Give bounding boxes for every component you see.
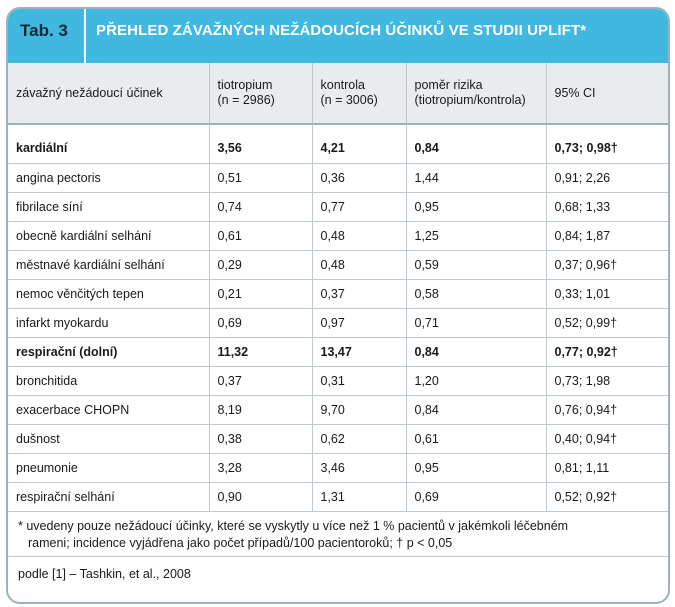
table-row [8,164,668,193]
cell-risk-ratio: 0,84 [406,124,546,164]
cell-kontrola: 0,62 [312,425,406,454]
cell-ci: 0,84; 1,87 [546,222,668,251]
cell-risk-ratio: 0,84 [406,338,546,367]
cell-tiotropium: 0,51 [209,164,312,193]
table-card [6,7,670,604]
cell-tiotropium: 0,21 [209,280,312,309]
cell-kontrola: 0,36 [312,164,406,193]
cell-event: infarkt myokardu [8,309,209,338]
cell-kontrola: 4,21 [312,124,406,164]
table-row [8,367,668,396]
cell-tiotropium: 0,74 [209,193,312,222]
cell-event: bronchitida [8,367,209,396]
table-row [8,251,668,280]
cell-tiotropium: 0,69 [209,309,312,338]
table-title: PŘEHLED ZÁVAŽNÝCH NEŽÁDOUCÍCH ÚČINKŮ VE STUDII UPLIFT* [96,22,587,39]
cell-risk-ratio: 1,25 [406,222,546,251]
cell-ci: 0,52; 0,99† [546,309,668,338]
cell-kontrola: 0,31 [312,367,406,396]
cell-risk-ratio: 0,69 [406,483,546,512]
header-divider [84,9,86,63]
column-header-kontrola: kontrola (n = 3006) [312,63,406,124]
footnote [8,512,668,557]
cell-risk-ratio: 0,59 [406,251,546,280]
cell-kontrola: 3,46 [312,454,406,483]
source-citation: podle [1] – Tashkin, et al., 2008 [18,567,191,581]
cell-event: exacerbace CHOPN [8,396,209,425]
cell-kontrola: 0,37 [312,280,406,309]
cell-ci: 0,68; 1,33 [546,193,668,222]
cell-kontrola: 13,47 [312,338,406,367]
column-header-ci: 95% CI [546,63,668,124]
table-header-bar [8,9,668,63]
cell-risk-ratio: 1,44 [406,164,546,193]
footnote-line-2: rameni; incidence vyjádřena jako počet případů/100 pacientoroků; † p < 0,05 [28,536,453,550]
cell-ci: 0,77; 0,92† [546,338,668,367]
cell-tiotropium: 8,19 [209,396,312,425]
cell-event: dušnost [8,425,209,454]
cell-kontrola: 9,70 [312,396,406,425]
cell-risk-ratio: 0,61 [406,425,546,454]
cell-event: městnavé kardiální selhání [8,251,209,280]
cell-risk-ratio: 0,95 [406,193,546,222]
cell-tiotropium: 0,61 [209,222,312,251]
cell-event: respirační selhání [8,483,209,512]
cell-ci: 0,33; 1,01 [546,280,668,309]
cell-event: angina pectoris [8,164,209,193]
cell-kontrola: 0,48 [312,251,406,280]
cell-risk-ratio: 1,20 [406,367,546,396]
cell-kontrola: 0,97 [312,309,406,338]
cell-kontrola: 1,31 [312,483,406,512]
cell-ci: 0,40; 0,94† [546,425,668,454]
cell-event: fibrilace síní [8,193,209,222]
column-header-risk-ratio: poměr rizika (tiotropium/kontrola) [406,63,546,124]
cell-ci: 0,91; 2,26 [546,164,668,193]
cell-ci: 0,37; 0,96† [546,251,668,280]
cell-event: respirační (dolní) [8,338,209,367]
cell-tiotropium: 11,32 [209,338,312,367]
table-row [8,124,668,164]
footnote-line-1: * uvedeny pouze nežádoucí účinky, které se vyskytly u více než 1 % pacientů v jakémkoli léčebném [18,519,569,533]
table-row [8,338,668,367]
cell-risk-ratio: 0,58 [406,280,546,309]
table-row [8,280,668,309]
cell-ci: 0,73; 1,98 [546,367,668,396]
cell-ci: 0,76; 0,94† [546,396,668,425]
cell-risk-ratio: 0,71 [406,309,546,338]
cell-tiotropium: 3,28 [209,454,312,483]
cell-tiotropium: 0,29 [209,251,312,280]
cell-ci: 0,73; 0,98† [546,124,668,164]
table-row [8,222,668,251]
table-row [8,193,668,222]
cell-tiotropium: 0,37 [209,367,312,396]
cell-risk-ratio: 0,84 [406,396,546,425]
cell-tiotropium: 0,90 [209,483,312,512]
table-row [8,309,668,338]
cell-tiotropium: 3,56 [209,124,312,164]
cell-kontrola: 0,77 [312,193,406,222]
column-header-event: závažný nežádoucí účinek [8,63,209,124]
cell-event: pneumonie [8,454,209,483]
table-row [8,483,668,512]
adverse-events-table [8,63,668,512]
table-row [8,454,668,483]
column-header-row [8,63,668,124]
cell-ci: 0,52; 0,92† [546,483,668,512]
cell-event: obecně kardiální selhání [8,222,209,251]
table-row [8,425,668,454]
table-row [8,396,668,425]
table-body [8,124,668,512]
cell-risk-ratio: 0,95 [406,454,546,483]
cell-ci: 0,81; 1,11 [546,454,668,483]
cell-kontrola: 0,48 [312,222,406,251]
cell-event: nemoc věnčitých tepen [8,280,209,309]
cell-tiotropium: 0,38 [209,425,312,454]
cell-event: kardiální [8,124,209,164]
column-header-tiotropium: tiotropium (n = 2986) [209,63,312,124]
table-number: Tab. 3 [20,21,68,40]
